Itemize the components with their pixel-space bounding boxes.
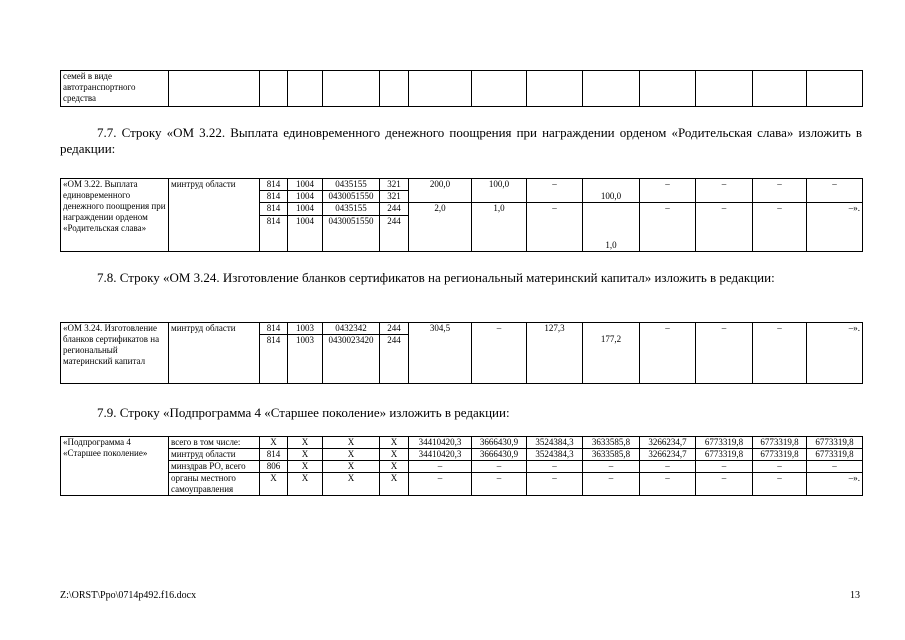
cell-csr: 0430023420 [323, 335, 380, 384]
cell-value: – [472, 473, 527, 496]
cell-rzpr: X [288, 437, 323, 449]
cell-grbs: 814 [260, 216, 288, 252]
cell-value: – [753, 203, 807, 252]
cell-vr: X [380, 437, 409, 449]
cell-value: –». [807, 473, 863, 496]
cell-value: 100,0 [583, 179, 640, 203]
executor: всего в том числе: [169, 437, 260, 449]
cell-value: 2,0 [409, 203, 472, 252]
cell-value: 177,2 [583, 323, 640, 384]
cell-rzpr: 1003 [288, 335, 323, 384]
cell-value: – [696, 323, 753, 384]
executor: минздрав РО, всего [169, 461, 260, 473]
cell-value: – [527, 473, 583, 496]
cell-value: 3633585,8 [583, 437, 640, 449]
cell-vr: 244 [380, 323, 409, 335]
cell-csr: 0432342 [323, 323, 380, 335]
cell-vr: 244 [380, 216, 409, 252]
cell-grbs: 806 [260, 461, 288, 473]
cell-value: 3266234,7 [640, 449, 696, 461]
cell-rzpr: 1004 [288, 179, 323, 191]
cell-csr: 0430051550 [323, 191, 380, 203]
cell-value: – [583, 461, 640, 473]
cell-vr: 321 [380, 179, 409, 191]
row-name: «ОМ 3.24. Изготовление бланков сертификатов на региональный материнский капитал [61, 323, 169, 384]
cell-value: – [753, 473, 807, 496]
cell-value: 3666430,9 [472, 437, 527, 449]
cell-value: 127,3 [527, 323, 583, 384]
table-subprogram-4 [60, 436, 863, 496]
footer-file-path: Z:\ORST\Ppo\0714p492.f16.docx [60, 590, 197, 601]
row-name: «ОМ 3.22. Выплата единовременного денежного поощрения при награждении орденом «Родительская слава» [61, 179, 169, 252]
cell-vr: X [380, 449, 409, 461]
cell-vr: X [380, 473, 409, 496]
cell-value: – [527, 203, 583, 252]
cell-value: 6773319,8 [696, 449, 753, 461]
cell-value: – [640, 461, 696, 473]
cell-value: – [527, 461, 583, 473]
cell-csr: X [323, 449, 380, 461]
cell-value: –». [807, 323, 863, 384]
cell-value: – [472, 323, 527, 384]
cell-value: 6773319,8 [696, 437, 753, 449]
cell-value: – [807, 461, 863, 473]
executor: минтруд области [169, 179, 260, 252]
cell-rzpr: 1004 [288, 216, 323, 252]
page-number: 13 [850, 590, 860, 601]
cell-value: – [696, 461, 753, 473]
cell-value: – [527, 179, 583, 203]
cell-value: – [409, 473, 472, 496]
cell-value: 6773319,8 [807, 437, 863, 449]
cell-vr: X [380, 461, 409, 473]
section-heading-7-7: 7.7. Строку «ОМ 3.22. Выплата единовременного денежного поощрения при награждении орденом «Родительская слава» изложить в редакции: [60, 125, 862, 156]
cell-value: 1,0 [472, 203, 527, 252]
executor: минтруд области [169, 449, 260, 461]
cell-value: – [753, 179, 807, 203]
cell-value: 34410420,3 [409, 437, 472, 449]
cell-value: – [696, 179, 753, 203]
executor: минтруд области [169, 323, 260, 384]
cell-grbs: X [260, 473, 288, 496]
cell-vr: 244 [380, 203, 409, 216]
cell-value: 3524384,3 [527, 437, 583, 449]
cell-rzpr: 1004 [288, 191, 323, 203]
cell-value: 304,5 [409, 323, 472, 384]
cell-value: 6773319,8 [807, 449, 863, 461]
cell-value: – [409, 461, 472, 473]
cell-value: – [583, 473, 640, 496]
cell-rzpr: 1004 [288, 203, 323, 216]
cell-value: 3524384,3 [527, 449, 583, 461]
cell-vr: 244 [380, 335, 409, 384]
cell-grbs: 814 [260, 335, 288, 384]
cell-value: 6773319,8 [753, 437, 807, 449]
cell-rzpr: X [288, 473, 323, 496]
cell-value: – [696, 203, 753, 252]
cell-value: –». [807, 203, 863, 252]
cell-grbs: 814 [260, 323, 288, 335]
table-om-3-24 [60, 322, 863, 384]
cell-value: 3266234,7 [640, 437, 696, 449]
cell-value: 100,0 [472, 179, 527, 203]
cell-value: – [753, 323, 807, 384]
cell-value: 3633585,8 [583, 449, 640, 461]
cell-grbs: 814 [260, 449, 288, 461]
cell-value: – [640, 473, 696, 496]
cell-value: – [807, 179, 863, 203]
cell-csr: 0435155 [323, 179, 380, 191]
row-name: «Подпрограмма 4 «Старшее поколение» [61, 437, 169, 496]
cell-rzpr: X [288, 461, 323, 473]
cell-value: 200,0 [409, 179, 472, 203]
executor: органы местного самоуправления [169, 473, 260, 496]
cell-csr: X [323, 473, 380, 496]
cell-grbs: X [260, 437, 288, 449]
cell-value: 34410420,3 [409, 449, 472, 461]
row-label: семей в виде автотранспортного средства [61, 71, 169, 107]
cell-value: – [640, 203, 696, 252]
cell-grbs: 814 [260, 179, 288, 191]
cell-grbs: 814 [260, 203, 288, 216]
cell-value: – [640, 323, 696, 384]
cell-value: 6773319,8 [753, 449, 807, 461]
table-om-3-22 [60, 178, 863, 252]
section-heading-7-9: 7.9. Строку «Подпрограмма 4 «Старшее поколение» изложить в редакции: [97, 405, 510, 420]
cell-value: 1,0 [583, 203, 640, 252]
cell-value: – [753, 461, 807, 473]
cell-csr: 0435155 [323, 203, 380, 216]
cell-rzpr: 1003 [288, 323, 323, 335]
cell-rzpr: X [288, 449, 323, 461]
cell-value: – [640, 179, 696, 203]
section-heading-7-8: 7.8. Строку «ОМ 3.24. Изготовление бланков сертификатов на региональный материнский капитал» изложить в редакции: [97, 270, 775, 285]
cell-csr: X [323, 461, 380, 473]
cell-value: – [472, 461, 527, 473]
cell-vr: 321 [380, 191, 409, 203]
top-table-fragment [60, 70, 863, 107]
cell-value: 3666430,9 [472, 449, 527, 461]
cell-csr: X [323, 437, 380, 449]
cell-grbs: 814 [260, 191, 288, 203]
cell-csr: 0430051550 [323, 216, 380, 252]
cell-value: – [696, 473, 753, 496]
